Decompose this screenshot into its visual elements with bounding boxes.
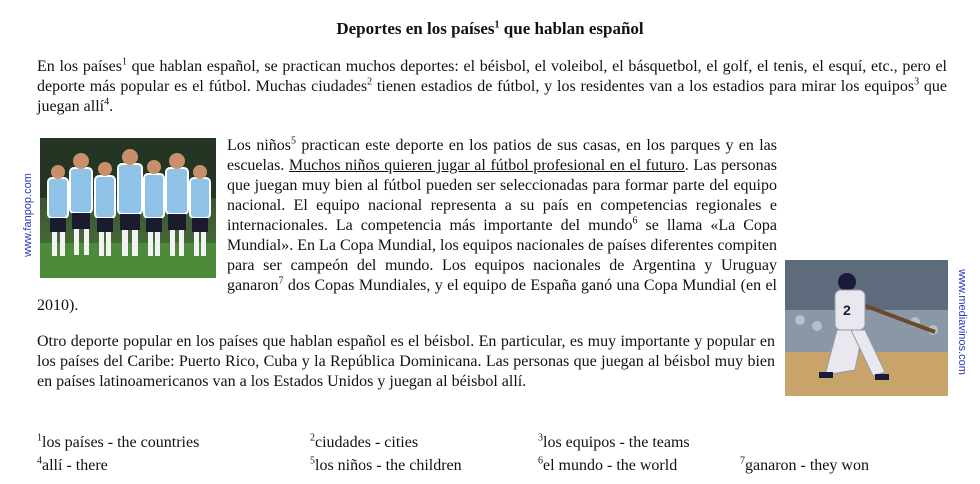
glossary-text: los niños - the children [315,457,462,474]
glossary-text: los equipos - the teams [543,434,690,451]
article-title [0,18,980,40]
svg-text:2: 2 [843,302,851,318]
photo-credit-watermark: www.mediavinos.com [956,269,968,375]
text-run: practican este deporte en los patios de sus casas, en los parques y en las escuelas. [227,137,778,174]
text-run: dos Copas Mundiales, y el equipo de España ganó una Copa Mundial (en el 2010). [37,277,777,314]
footnote-marker: 6 [538,455,543,467]
glossary-item [310,456,462,476]
footnote-marker: 4 [104,96,110,108]
footnote-marker: 6 [632,215,638,227]
footnote-marker: 5 [310,455,315,467]
glossary-item [538,456,677,476]
text-run: . Las personas que juegan muy bien al fútbol pueden ser seleccionadas para formar parte del equipo nacional. El equipo nacional representa a su país en competencias regionales e internacionales. La competencia más importante del mundo [227,157,777,234]
glossary-item [37,433,199,453]
glossary-text: ciudades - cities [315,434,419,451]
photo-credit-watermark: www.fanpop.com [22,173,34,257]
text-run: tienen estadios de fútbol, y los residentes van a los estadios para mirar los equipos [372,78,915,95]
footnote-marker: 5 [291,135,296,147]
footnote-marker: 1 [121,56,127,68]
underlined-sentence: Muchos niños quieren jugar al fútbol profesional en el futuro [288,157,685,174]
glossary-item [740,456,869,476]
photo-spacer [37,136,227,282]
text-run: se llama «La Copa Mundial». En La Copa Mundial, los equipos nacionales de países diferentes compiten para ser campeón del mundo. Los equipos nacionales de Argentina y Uruguay ganaron [227,217,777,294]
glossary-text: el mundo - the world [543,457,678,474]
footnote-marker: 2 [367,76,373,88]
glossary-text: ganaron - they won [745,457,869,474]
footnote-marker: 3 [914,76,920,88]
glossary-item [538,433,690,453]
text-run: Los niños [227,137,291,154]
title-text-end: que hablan español [499,19,644,38]
title-text: Deportes en los países [336,19,495,38]
footnote-marker: 7 [740,455,745,467]
text-run: que hablan español, se practican muchos deportes: el béisbol, el voleibol, el básquetbol, el golf, el tenis, el esquí, etc., pero el deporte más popular es el fútbol. Muchas ciudades [37,58,947,95]
glossary-item [310,433,418,453]
glossary-text: los países - the countries [42,434,200,451]
glossary-item [37,456,108,476]
footnote-marker: 1 [494,19,500,31]
baseball-paragraph: Otro deporte popular en los países que hablan español es el béisbol. En particular, es muy importante y popular en los países del Caribe: Puerto Rico, Cuba y la República Dominicana. Las personas que juegan al béisbol muy bien en países latinoamericanos van a los Estados Unidos y juegan al béisbol allí. [37,333,775,390]
text-run: En los países [37,58,122,75]
footnote-marker: 1 [37,432,42,444]
footnote-marker: 3 [538,432,543,444]
intro-paragraph [37,57,947,117]
text-run: que juegan allí [37,78,948,115]
glossary-text: allí - there [42,457,108,474]
footnote-marker: 7 [278,275,284,287]
text-run: . [109,98,114,115]
footnote-marker: 4 [37,455,42,467]
footnote-marker: 2 [310,432,315,444]
photo-spacer [777,242,948,378]
